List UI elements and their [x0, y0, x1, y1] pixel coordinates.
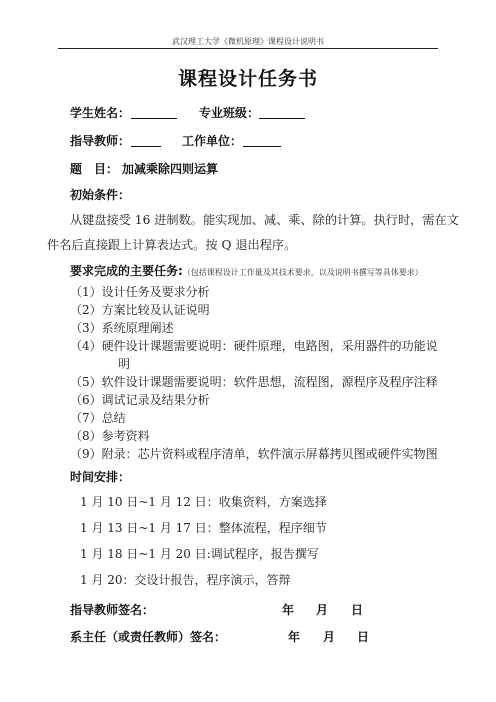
work-unit-label: 工作单位： — [182, 134, 243, 148]
topic-label: 题 目： — [70, 162, 119, 176]
advisor-blank — [131, 132, 161, 147]
requirement-item: （9）附录：芯片资料或程序清单，软件演示屏幕拷贝图或硬件实物图 — [70, 447, 438, 461]
header-rule — [58, 48, 438, 49]
schedule-heading: 时间安排： — [70, 470, 131, 484]
requirement-item: （4）硬件设计课题需要说明：硬件原理，电路图，采用器件的功能说 — [70, 339, 438, 353]
document-title: 课程设计任务书 — [177, 68, 318, 90]
student-name-blank — [131, 104, 177, 119]
schedule-item: 1 月 20：交设计报告，程序演示，答辩 — [80, 573, 291, 587]
student-name-label: 学生姓名： — [70, 106, 131, 120]
requirements-heading-text: 要求完成的主要任务: — [70, 264, 183, 278]
requirement-item: （7）总结 — [70, 411, 126, 425]
requirement-item-continuation: 明 — [118, 357, 131, 371]
requirement-item: （1）设计任务及要求分析 — [70, 285, 210, 299]
advisor-signature-day: 日 — [351, 603, 364, 617]
requirement-item: （3）系统原理阐述 — [70, 321, 174, 335]
initial-conditions-line-1: 从键盘接受 16 进制数。能实现加、减、乘、除的计算。执行时，需在文 — [70, 213, 459, 227]
work-unit-blank — [243, 132, 281, 147]
requirements-heading — [70, 262, 423, 279]
schedule-item: 1 月 13 日~1 月 17 日：整体流程，程序细节 — [80, 521, 327, 535]
topic-value: 加减乘除四则运算 — [122, 162, 219, 176]
advisor-label: 指导教师： — [70, 134, 131, 148]
major-class-label: 专业班级： — [199, 106, 260, 120]
requirement-item: （6）调试记录及结果分析 — [70, 393, 210, 407]
schedule-item: 1 月 18 日~1 月 20 日:调试程序，报告撰写 — [80, 547, 319, 561]
requirement-item: （2）方案比较及认证说明 — [70, 303, 210, 317]
advisor-signature-year: 年 — [282, 603, 295, 617]
dept-head-signature-year: 年 — [288, 630, 301, 644]
advisor-signature-label: 指导教师签名： — [70, 603, 155, 617]
dept-head-signature-label: 系主任（或责任教师）签名： — [70, 630, 227, 644]
initial-conditions-heading: 初始条件： — [70, 188, 131, 202]
schedule-item: 1 月 10 日~1 月 12 日：收集资料，方案选择 — [80, 495, 327, 509]
dept-head-signature-day: 日 — [357, 630, 370, 644]
page-header: 武汉理工大学《微机原理》课程设计说明书 — [172, 37, 324, 46]
requirements-note: （包括课程设计工作量及其技术要求，以及说明书撰写等具体要求） — [182, 268, 423, 277]
requirement-item: （5）软件设计课题需要说明：软件思想，流程图，源程序及程序注释 — [70, 375, 438, 389]
advisor-signature-month: 月 — [316, 603, 329, 617]
major-class-blank — [259, 104, 305, 119]
initial-conditions-line-2: 件名后直接跟上计算表达式。按 Q 退出程序。 — [47, 238, 297, 252]
dept-head-signature-month: 月 — [323, 630, 336, 644]
requirement-item: （8）参考资料 — [70, 429, 150, 443]
